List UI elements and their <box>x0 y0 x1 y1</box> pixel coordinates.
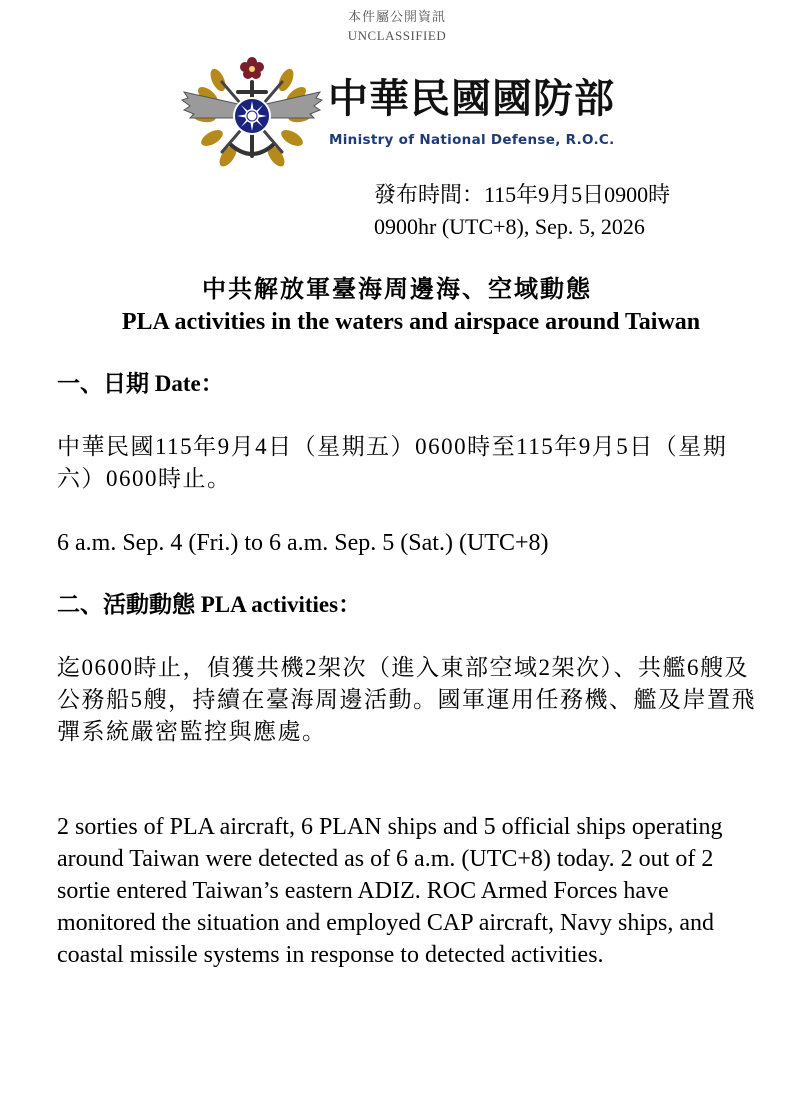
activities-paragraph-zh: 迄0600時止，偵獲共機2架次（進入東部空域2架次）、共艦6艘及公務船5艘，持續在臺海周邊活動。國軍運用任務機、艦及岸置飛彈系統嚴密監控與應處。 <box>57 655 756 744</box>
header-logo <box>178 52 628 177</box>
date-paragraph-en: 6 a.m. Sep. 4 (Fri.) to 6 a.m. Sep. 5 (Sat.) (UTC+8) <box>57 530 549 556</box>
activities-section-heading: 二、活動動態 PLA activities： <box>57 592 362 617</box>
date-paragraph-zh: 中華民國115年9月4日（星期五）0600時至115年9月5日（星期六）0600時止。 <box>57 434 728 491</box>
document-title-zh: 中共解放軍臺海周邊海、空域動態 <box>202 277 592 303</box>
release-time-en: 0900hr (UTC+8), Sep. 5, 2026 <box>374 214 645 239</box>
activities-paragraph-en: 2 sorties of PLA aircraft, 6 PLAN ships and 5 official ships operating around Taiwan were detected as of 6 a.m. (UTC+8) today. 2 out of 2 sortie entered Taiwan’s eastern ADIZ. ROC Armed Forces have monitored the situation and employed CAP aircraft, Navy ships, and coastal missile systems in response to detected activities. <box>57 814 723 968</box>
org-name-en: Ministry of National Defense, R.O.C. <box>329 132 615 148</box>
org-name-zh: 中華民國國防部 <box>328 76 615 122</box>
release-time-zh: 發布時間：115年9月5日0900時 <box>374 182 671 207</box>
mnd-emblem-icon <box>178 52 326 174</box>
date-section-heading: 一、日期 Date： <box>57 371 224 396</box>
classification-label-zh: 本件屬公開資訊 <box>347 9 446 24</box>
document-title-en: PLA activities in the waters and airspace around Taiwan <box>121 309 701 335</box>
classification-label-en: UNCLASSIFIED <box>347 28 447 43</box>
